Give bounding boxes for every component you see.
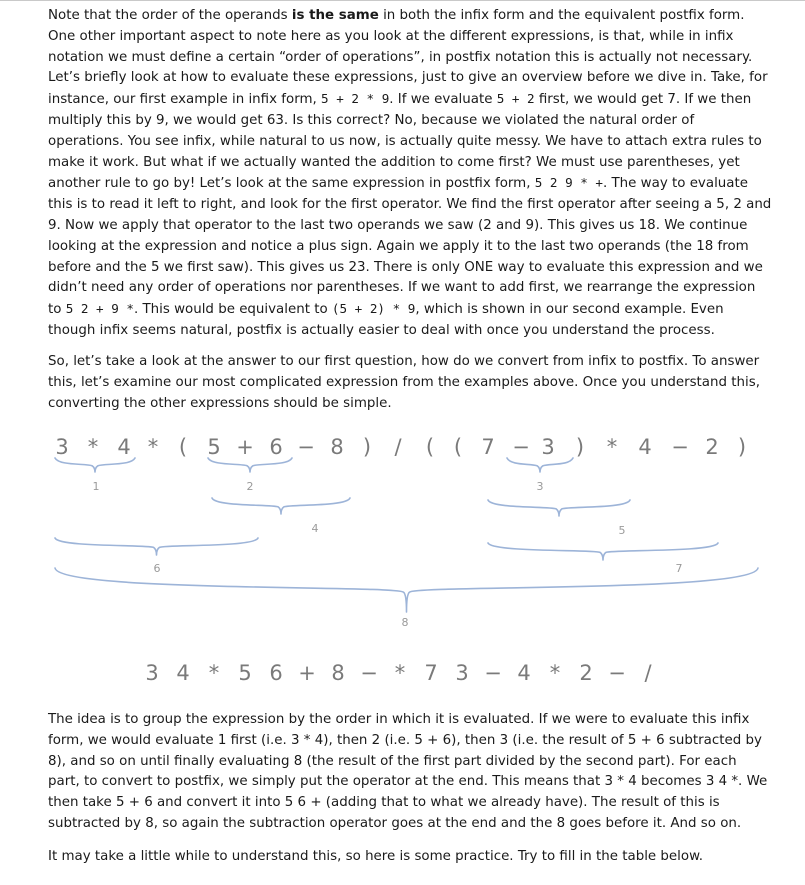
infix-token: / — [394, 435, 402, 459]
infix-token: ) — [575, 435, 585, 459]
paragraph-conversion-intro: So, let’s take a look at the answer to our first question, how do we convert from infix to postfix. To answer this, let’s examine our most complicated expression from the examples above. Once you understand this, converting the other expressions should be simple. — [48, 354, 760, 411]
infix-token: ( — [178, 435, 188, 459]
infix-token: 6 — [269, 435, 283, 459]
infix-token: 5 — [207, 435, 221, 459]
paragraph-grouping-explanation: The idea is to group the expression by the order in which it is evaluated. If we were to evaluate this infix form, we would evaluate 1 first (i.e. 3 * 4), then 2 (i.e. 5 + 6), then 3 (i.e. the result of 5 + 6 subtracted by 8), and so on until finally evaluating 8 (the result of the first part divided by the second part). For each part, to convert to postfix, we simply put the operator at the end. This means that 3 * 4 becomes 3 4 *. We then take 5 + 6 and convert it into 5 6 + (adding that to what we already have). The result of this is subtracted by 8, so again the subtraction operator goes at the end and the 8 goes before it. And so on. — [48, 712, 768, 831]
paragraph-practice-prompt: It may take a little while to understand this, so here is some practice. Try to fill in the table below. — [48, 849, 704, 864]
brace-label: 8 — [401, 616, 409, 629]
infix-token: 4 — [638, 435, 652, 459]
code-example-postfix: 5 2 9 * + — [534, 175, 603, 191]
infix-token: * — [87, 435, 99, 459]
infix-token: ( — [425, 435, 435, 459]
infix-expression — [55, 435, 746, 459]
postfix-token: 8 — [331, 661, 345, 685]
postfix-token: 2 — [579, 661, 593, 685]
brace-label: 6 — [153, 562, 161, 575]
postfix-token: * — [394, 661, 406, 685]
grouping-brace — [55, 458, 135, 472]
brace-label: 1 — [92, 480, 100, 493]
postfix-token: 3 — [455, 661, 469, 685]
postfix-token: / — [644, 661, 652, 685]
postfix-expression — [145, 661, 652, 685]
infix-token: − — [297, 435, 315, 459]
infix-token: 7 — [481, 435, 495, 459]
grouping-brace — [208, 458, 292, 472]
postfix-token: 3 — [145, 661, 159, 685]
grouping-brace — [212, 498, 350, 514]
code-example-rearranged: 5 2 + 9 * — [65, 301, 134, 317]
postfix-token: − — [360, 661, 378, 685]
postfix-token: + — [298, 661, 316, 685]
postfix-token: 4 — [517, 661, 531, 685]
grouping-labels — [93, 480, 683, 629]
infix-token: * — [606, 435, 618, 459]
brace-label: 3 — [536, 480, 544, 493]
code-example-parenthesized: (5 + 2) * 9 — [331, 301, 416, 317]
postfix-token: * — [208, 661, 220, 685]
infix-token: ) — [362, 435, 372, 459]
infix-token: ( — [453, 435, 463, 459]
code-example-infix: 5 + 2 * 9 — [321, 91, 390, 107]
grouping-braces — [55, 458, 758, 612]
infix-token: * — [147, 435, 159, 459]
postfix-token: 7 — [424, 661, 438, 685]
brace-label: 7 — [675, 562, 683, 575]
brace-label: 5 — [618, 524, 626, 537]
infix-token: − — [671, 435, 689, 459]
grouping-brace — [507, 458, 573, 472]
expression-grouping-diagram — [0, 420, 805, 695]
postfix-token: 4 — [176, 661, 190, 685]
brace-label: 4 — [311, 522, 319, 535]
grouping-brace — [488, 543, 718, 560]
grouping-brace — [488, 500, 630, 516]
grouping-brace — [55, 538, 258, 555]
postfix-token: * — [549, 661, 561, 685]
postfix-token: − — [484, 661, 502, 685]
infix-token: 2 — [705, 435, 719, 459]
postfix-token: − — [608, 661, 626, 685]
infix-token: ) — [737, 435, 747, 459]
infix-token: 8 — [330, 435, 344, 459]
paragraph-infix-postfix-overview: Note that the order of the operands is the same in both the infix form and the equivalent postfix form. One other important aspect to note here as you look at the different expressions, is that, while in infix notation we must define a certain “order of operations”, in postfix notation this is actually not necessary. Let’s briefly look at how to evaluate these expressions, just to give an overview before we dive in. Take, for instance, our first example in infix form, 5 + 2 * 9. If we evaluate 5 + 2 first, we would get 7. If we then multiply this by 9, we would get 63. Is this correct? No, because we violated the natural order of operations. You see infix, while natural to us now, is actually quite messy. We have to attach extra rules to make it work. But what if we actually wanted the addition to come first? We must use parentheses, yet another rule to go by! Let’s look at the same expression in postfix form, 5 2 9 * +. The way to evaluate this is to read it left to right, and look for the first operator. We find the first operator after seeing a 5, 2 and 9. Now we apply that operator to the last two operands we saw (2 and 9). This gives us 18. We continue looking at the expression and notice a plus sign. Again we apply it to the last two operands (the 18 from before and the 5 we first saw). This gives us 23. There is only ONE way to evaluate this expression and we didn’t need any order of operations nor parentheses. If we want to add first, we rearrange the expression to 5 2 + 9 *. This would be equivalent to (5 + 2) * 9, which is shown in our second example. Even though infix seems natural, postfix is actually easier to deal with once you understand the process. — [48, 8, 772, 338]
infix-token: 3 — [541, 435, 555, 459]
postfix-token: 6 — [269, 661, 283, 685]
infix-token: 4 — [117, 435, 131, 459]
infix-token: − — [512, 435, 530, 459]
postfix-token: 5 — [238, 661, 252, 685]
brace-label: 2 — [246, 480, 254, 493]
infix-token: 3 — [55, 435, 69, 459]
infix-token: + — [236, 435, 254, 459]
top-divider — [0, 0, 805, 1]
code-example-addition: 5 + 2 — [496, 91, 535, 107]
